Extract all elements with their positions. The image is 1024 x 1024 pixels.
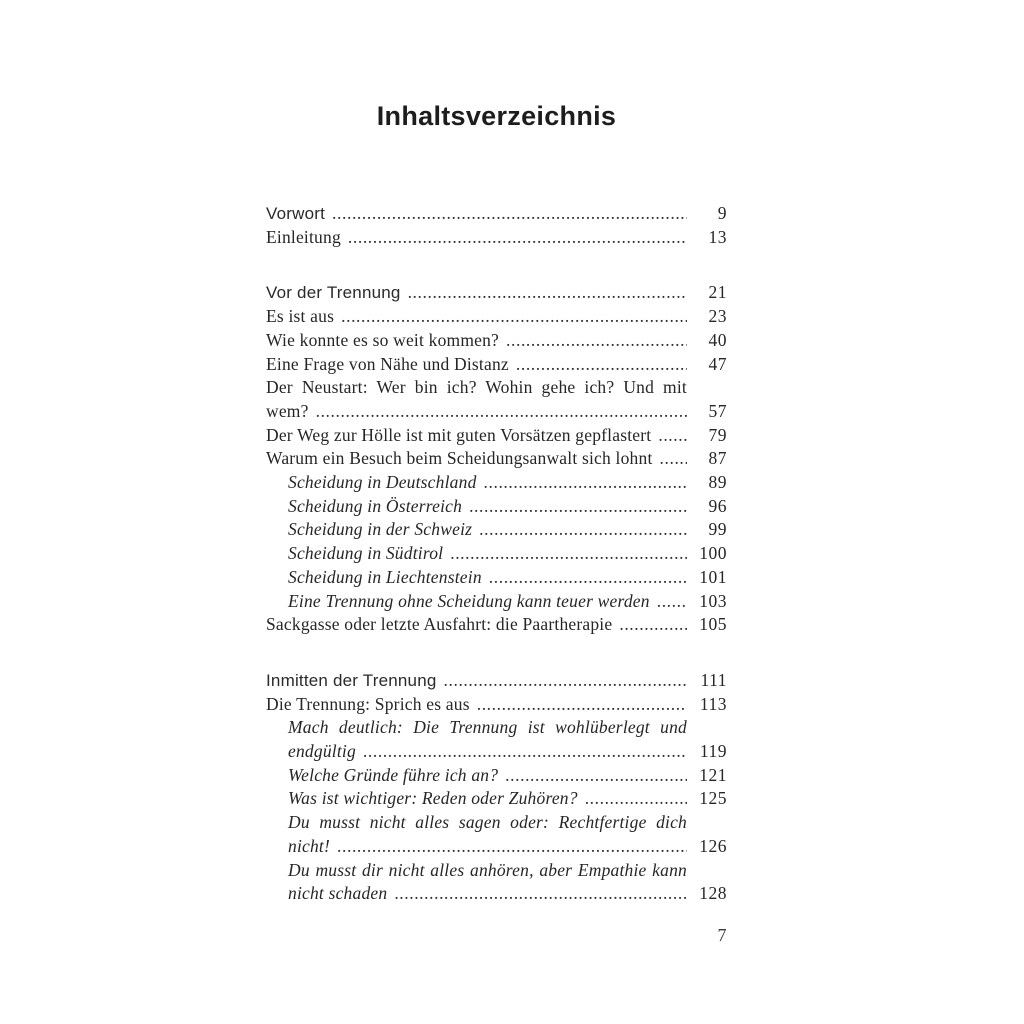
- toc-entry-label: Vor der Trennung: [266, 283, 401, 303]
- toc-entry-label: Scheidung in Österreich: [288, 495, 463, 516]
- toc-entry-label: nicht schaden: [288, 883, 388, 904]
- toc-subentry: [266, 566, 727, 590]
- dot-leader: [477, 693, 687, 717]
- toc-subentry: [266, 590, 727, 614]
- toc-subentry-continuation: [266, 882, 727, 906]
- toc-subentry-continuation: [266, 740, 727, 764]
- toc-entry-page: 89: [708, 472, 727, 493]
- folio-page-number: 7: [717, 925, 727, 945]
- toc-entry-page: 125: [699, 788, 727, 809]
- toc-entry: [266, 305, 727, 329]
- toc-entry-page: 103: [699, 590, 727, 611]
- toc-entry-page: 121: [699, 764, 727, 785]
- toc-entry-page: 113: [699, 693, 727, 714]
- toc-entry-label: nicht!: [288, 835, 331, 856]
- dot-leader: [489, 566, 687, 590]
- toc-entry-page: 111: [700, 669, 727, 690]
- toc-entry-page: 9: [717, 203, 727, 223]
- page-title: Inhaltsverzeichnis: [376, 101, 617, 131]
- toc-entry-page: 13: [708, 226, 727, 247]
- dot-leader: [479, 518, 687, 542]
- toc-entry-page: 100: [699, 543, 727, 564]
- dot-leader: [444, 669, 687, 693]
- toc-entry-page: 101: [699, 566, 727, 587]
- toc-entry-page: 23: [708, 306, 727, 327]
- toc-entry: [266, 353, 727, 377]
- toc-entry-page: 40: [708, 329, 727, 350]
- dot-leader: [450, 542, 687, 566]
- toc-entry-label: Scheidung in Südtirol: [288, 543, 444, 564]
- toc-entry: [266, 613, 727, 637]
- toc-subentry: [266, 518, 727, 542]
- dot-leader: [660, 447, 687, 471]
- toc-entry-page: 57: [708, 400, 727, 421]
- toc-entry-label: Scheidung in Liechtenstein: [288, 566, 482, 587]
- toc-entry-label: Vorwort: [266, 204, 326, 223]
- toc-entry-label: endgültig: [288, 741, 356, 762]
- toc-section-vor-der-trennung: [266, 281, 727, 305]
- toc-entry-label: Sackgasse oder letzte Ausfahrt: die Paartherapie: [266, 614, 613, 635]
- toc-subentry: [266, 495, 727, 519]
- toc-entry-label: Du musst dir nicht alles anhören, aber Empathie kann: [288, 859, 687, 880]
- toc-entry-label: wem?: [266, 400, 309, 421]
- toc-entry-label: Was ist wichtiger: Reden oder Zuhören?: [288, 788, 578, 809]
- toc-section-inmitten-der-trennung: [266, 669, 727, 693]
- toc-entry: [266, 424, 727, 448]
- toc-entry: [266, 693, 727, 717]
- toc-entry-page: 21: [708, 282, 727, 303]
- dot-leader: [516, 353, 687, 377]
- toc-entry-label: Mach deutlich: Die Trennung ist wohlüberlegt und: [288, 717, 687, 738]
- dot-leader: [585, 787, 687, 811]
- toc-subentry: [266, 542, 727, 566]
- toc-entry-label: Warum ein Besuch beim Scheidungsanwalt sich lohnt: [266, 448, 653, 469]
- dot-leader: [506, 329, 687, 353]
- toc-entry: [266, 447, 727, 471]
- dot-leader: [619, 613, 687, 637]
- toc-subentry-wrapped-line: [266, 716, 727, 740]
- dot-leader: [363, 740, 687, 764]
- toc-entry-label: Wie konnte es so weit kommen?: [266, 329, 500, 350]
- toc-subentry-wrapped-line: [266, 859, 727, 883]
- toc-subentry-continuation: [266, 835, 727, 859]
- toc-entry-wrapped-line: [266, 376, 727, 400]
- dot-leader: [316, 400, 687, 424]
- toc-entry-continuation: [266, 400, 727, 424]
- dot-leader: [394, 882, 687, 906]
- toc-subentry-wrapped-line: [266, 811, 727, 835]
- table-of-contents: [266, 202, 727, 906]
- dot-leader: [469, 495, 687, 519]
- toc-entry-label: Eine Trennung ohne Scheidung kann teuer werden: [288, 590, 650, 611]
- toc-subentry: [266, 764, 727, 788]
- toc-entry-page: 126: [699, 835, 727, 856]
- dot-leader: [484, 471, 687, 495]
- dot-leader: [408, 281, 687, 305]
- dot-leader: [341, 305, 687, 329]
- toc-entry-label: Inmitten der Trennung: [266, 670, 437, 690]
- dot-leader: [505, 764, 687, 788]
- toc-entry-page: 87: [708, 448, 727, 469]
- toc-entry-label: Eine Frage von Nähe und Distanz: [266, 353, 509, 374]
- toc-entry-label: Einleitung: [266, 226, 341, 247]
- toc-entry-vorwort: [266, 202, 727, 226]
- dot-leader: [658, 424, 687, 448]
- toc-entry-label: Du musst nicht alles sagen oder: Rechtfertige dich: [288, 812, 687, 833]
- toc-entry-page: 79: [708, 424, 727, 445]
- dot-leader: [337, 835, 687, 859]
- toc-entry-page: 47: [708, 353, 727, 374]
- toc-subentry: [266, 471, 727, 495]
- dot-leader: [348, 226, 687, 250]
- toc-entry-label: Es ist aus: [266, 306, 335, 327]
- toc-entry-label: Die Trennung: Sprich es aus: [266, 693, 470, 714]
- toc-entry-label: Scheidung in Deutschland: [288, 472, 477, 493]
- toc-entry-page: 128: [699, 883, 727, 904]
- dot-leader: [332, 202, 687, 226]
- toc-entry-einleitung: [266, 226, 727, 250]
- toc-entry-page: 99: [708, 519, 727, 540]
- toc-entry-label: Der Weg zur Hölle ist mit guten Vorsätzen gepflastert: [266, 424, 652, 445]
- dot-leader: [657, 590, 687, 614]
- toc-entry-label: Scheidung in der Schweiz: [288, 519, 473, 540]
- toc-subentry: [266, 787, 727, 811]
- toc-entry-label: Welche Gründe führe ich an?: [288, 764, 499, 785]
- toc-entry-page: 119: [699, 741, 727, 762]
- toc-entry-page: 96: [708, 495, 727, 516]
- toc-entry-label: Der Neustart: Wer bin ich? Wohin gehe ich? Und mit: [266, 377, 687, 398]
- toc-entry: [266, 329, 727, 353]
- toc-entry-page: 105: [699, 614, 727, 635]
